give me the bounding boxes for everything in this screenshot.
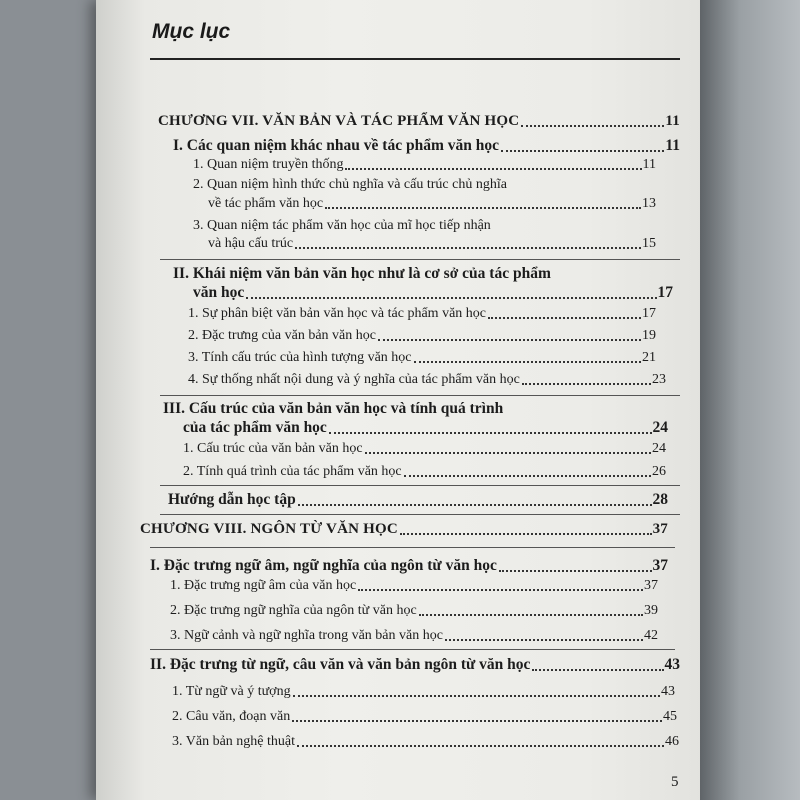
toc-subsection[interactable] bbox=[170, 578, 658, 594]
toc-section-line1[interactable]: III. Cấu trúc của văn bản văn học và tính quá trình bbox=[163, 400, 504, 417]
leader-dots bbox=[419, 613, 643, 616]
toc-subsection-page: 23 bbox=[652, 372, 666, 387]
toc-subsection[interactable] bbox=[193, 157, 656, 173]
toc-guide[interactable] bbox=[168, 491, 668, 509]
toc-guide-label: Hướng dẫn học tập bbox=[168, 491, 296, 508]
toc-section-label: I. Đặc trưng ngữ âm, ngữ nghĩa của ngôn từ văn học bbox=[150, 557, 497, 574]
toc-section[interactable] bbox=[150, 656, 680, 674]
toc-subsection[interactable] bbox=[188, 372, 666, 388]
toc-subsection-label: 3. Văn bản nghệ thuật bbox=[172, 734, 295, 749]
leader-dots bbox=[488, 316, 641, 319]
toc-subsection-page: 46 bbox=[665, 734, 679, 749]
toc-subsection-label: 4. Sự thống nhất nội dung và ý nghĩa của tác phẩm văn học bbox=[188, 372, 520, 387]
toc-subsection-page: 15 bbox=[642, 236, 656, 251]
divider bbox=[160, 395, 680, 396]
toc-subsection[interactable] bbox=[172, 684, 675, 700]
toc-section[interactable] bbox=[193, 284, 673, 302]
leader-dots bbox=[521, 124, 664, 127]
toc-subsection-label: 1. Cấu trúc của văn bản văn học bbox=[183, 441, 363, 456]
toc-subsection-label: 2. Đặc trưng của văn bản văn học bbox=[188, 328, 376, 343]
toc-section-label: của tác phẩm văn học bbox=[183, 419, 327, 436]
toc-subsection-page: 43 bbox=[661, 684, 675, 699]
leader-dots bbox=[445, 638, 643, 641]
leader-dots bbox=[297, 744, 664, 747]
toc-subsection[interactable] bbox=[183, 464, 666, 480]
toc-subsection[interactable] bbox=[188, 306, 656, 322]
toc-section-page: 17 bbox=[657, 284, 673, 301]
leader-dots bbox=[329, 431, 652, 434]
toc-section-page: 24 bbox=[652, 419, 668, 436]
leader-dots bbox=[358, 588, 643, 591]
toc-subsection[interactable] bbox=[170, 628, 658, 644]
leader-dots bbox=[499, 569, 652, 572]
page-number: 5 bbox=[671, 774, 679, 790]
leader-dots bbox=[501, 149, 664, 152]
toc-subsection[interactable] bbox=[172, 709, 677, 725]
toc-subsection[interactable] bbox=[183, 441, 666, 457]
toc-subsection-page: 21 bbox=[642, 350, 656, 365]
toc-chapter-8-page: 37 bbox=[652, 521, 668, 537]
page-title: Mục lục bbox=[152, 20, 231, 43]
toc-subsection-page: 19 bbox=[642, 328, 656, 343]
toc-subsection-label: 3. Tính cấu trúc của hình tượng văn học bbox=[188, 350, 412, 365]
leader-dots bbox=[414, 360, 641, 363]
toc-subsection-page: 17 bbox=[642, 306, 656, 321]
toc-section[interactable] bbox=[173, 137, 680, 155]
toc-subsection-page: 24 bbox=[652, 441, 666, 456]
toc-subsection-line1[interactable]: 3. Quan niệm tác phẩm văn học của mĩ học tiếp nhận bbox=[193, 218, 491, 233]
toc-subsection-label: 1. Đặc trưng ngữ âm của văn học bbox=[170, 578, 357, 593]
toc-subsection-page: 45 bbox=[663, 709, 677, 724]
toc-subsection-label: 2. Đặc trưng ngữ nghĩa của ngôn từ văn học bbox=[170, 603, 417, 618]
toc-subsection-label: 3. Ngữ cảnh và ngữ nghĩa trong văn bản văn học bbox=[170, 628, 443, 643]
leader-dots bbox=[295, 246, 641, 249]
toc-subsection-line1[interactable]: 2. Quan niệm hình thức chủ nghĩa và cấu trúc chủ nghĩa bbox=[193, 177, 507, 192]
toc-subsection-label: 1. Quan niệm truyền thống bbox=[193, 157, 344, 172]
toc-subsection-label: và hậu cấu trúc bbox=[208, 236, 294, 251]
divider bbox=[150, 547, 675, 548]
toc-subsection[interactable] bbox=[208, 236, 656, 252]
toc-section-label: I. Các quan niệm khác nhau về tác phẩm văn học bbox=[173, 137, 499, 154]
toc-subsection-page: 13 bbox=[642, 196, 656, 211]
toc-subsection-page: 26 bbox=[652, 464, 666, 479]
leader-dots bbox=[365, 451, 651, 454]
toc-section-page: 43 bbox=[664, 656, 680, 673]
divider bbox=[160, 514, 680, 515]
toc-subsection-label: 1. Sự phân biệt văn bản văn học và tác phẩm văn học bbox=[188, 306, 486, 321]
leader-dots bbox=[246, 296, 656, 299]
toc-section-label: II. Đặc trưng từ ngữ, câu văn và văn bản ngôn từ văn học bbox=[150, 656, 531, 673]
divider bbox=[150, 649, 675, 650]
toc-chapter-7[interactable] bbox=[158, 113, 680, 130]
leader-dots bbox=[298, 503, 652, 506]
toc-subsection-label: 1. Từ ngữ và ý tượng bbox=[172, 684, 291, 699]
leader-dots bbox=[378, 338, 641, 341]
toc-subsection-label: về tác phẩm văn học bbox=[208, 196, 324, 211]
toc-subsection-page: 42 bbox=[644, 628, 658, 643]
leader-dots bbox=[400, 532, 652, 535]
toc-subsection[interactable] bbox=[188, 328, 656, 344]
toc-subsection-page: 11 bbox=[642, 157, 656, 172]
toc-subsection[interactable] bbox=[188, 350, 656, 366]
divider bbox=[160, 485, 680, 486]
leader-dots bbox=[293, 694, 660, 697]
divider bbox=[160, 259, 680, 260]
toc-subsection[interactable] bbox=[208, 196, 656, 212]
toc-section-page: 37 bbox=[652, 557, 668, 574]
toc-section-line1[interactable]: II. Khái niệm văn bản văn học như là cơ sở của tác phẩm bbox=[173, 265, 551, 282]
toc-guide-page: 28 bbox=[652, 491, 668, 508]
toc-section[interactable] bbox=[150, 557, 668, 575]
leader-dots bbox=[404, 474, 651, 477]
toc-subsection-label: 2. Câu văn, đoạn văn bbox=[172, 709, 291, 724]
toc-chapter-8-label: CHƯƠNG VIII. NGÔN TỪ VĂN HỌC bbox=[140, 521, 398, 537]
toc-subsection[interactable] bbox=[170, 603, 658, 619]
leader-dots bbox=[325, 206, 641, 209]
toc-chapter-7-page: 11 bbox=[665, 113, 680, 129]
leader-dots bbox=[522, 382, 651, 385]
leader-dots bbox=[532, 668, 663, 671]
leader-dots bbox=[292, 719, 662, 722]
toc-section[interactable] bbox=[183, 419, 668, 437]
toc-subsection-label: 2. Tính quá trình của tác phẩm văn học bbox=[183, 464, 402, 479]
toc-subsection-page: 37 bbox=[644, 578, 658, 593]
toc-subsection[interactable] bbox=[172, 734, 679, 750]
toc-section-label: văn học bbox=[193, 284, 245, 301]
toc-section-page: 11 bbox=[665, 137, 680, 154]
toc-chapter-7-label: CHƯƠNG VII. VĂN BẢN VÀ TÁC PHẨM VĂN HỌC bbox=[158, 113, 520, 129]
leader-dots bbox=[345, 167, 641, 170]
toc-subsection-page: 39 bbox=[644, 603, 658, 618]
toc-chapter-8[interactable] bbox=[140, 521, 668, 538]
